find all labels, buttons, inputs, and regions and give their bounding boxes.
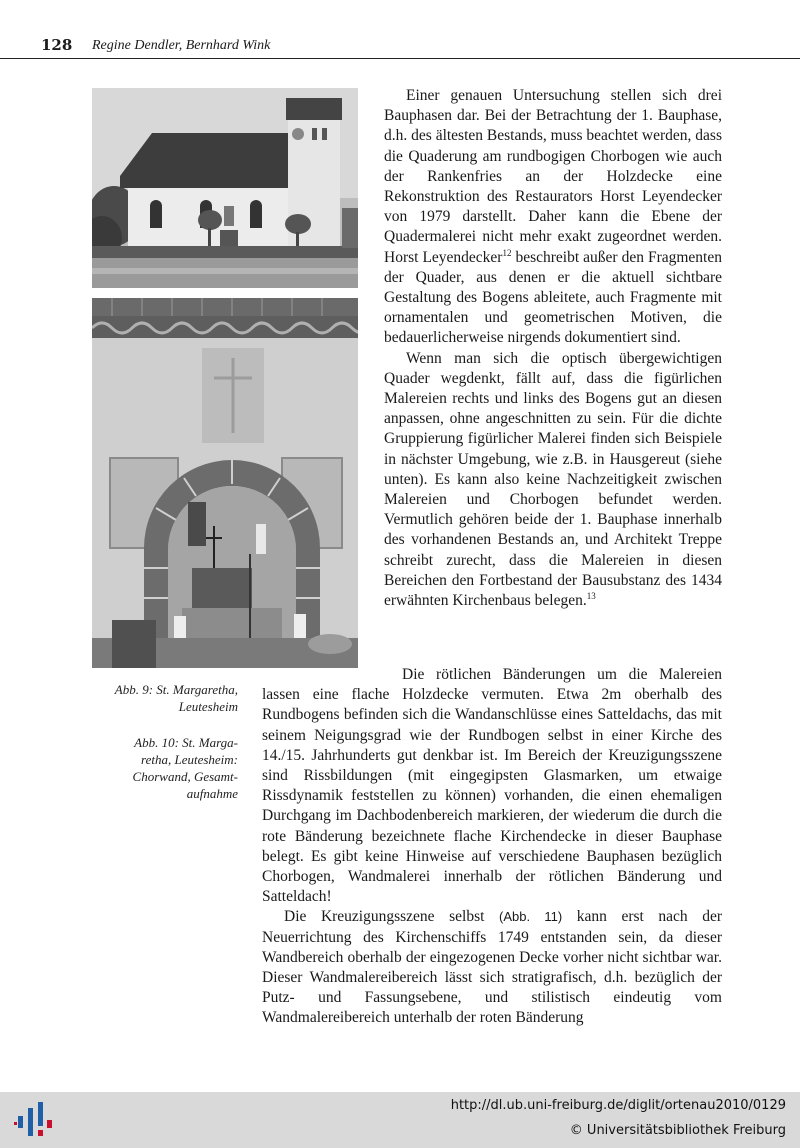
footnote-marker-13: 13 <box>586 590 596 601</box>
figure-10-choir-wall-photo <box>92 298 358 668</box>
ub-freiburg-logo-icon <box>14 1100 54 1140</box>
figure-10-caption <box>60 734 238 802</box>
caption-line: Chorwand, Gesamt- <box>132 769 238 784</box>
caption-line: Abb. 9: St. Margaretha, <box>114 682 238 697</box>
figure-9-church-exterior-photo <box>92 88 358 288</box>
caption-line: Leutesheim <box>178 699 238 714</box>
body-column-right <box>384 86 722 611</box>
header-rule <box>0 58 800 59</box>
caption-line: retha, Leutesheim: <box>141 752 238 767</box>
caption-line: aufnahme <box>186 786 238 801</box>
source-url[interactable]: http://dl.ub.uni-freiburg.de/diglit/ortenau2010/0129 <box>450 1098 786 1113</box>
footer-bar <box>0 1092 800 1148</box>
page-number: 128 <box>41 36 73 54</box>
caption-line: Abb. 10: St. Marga- <box>134 735 238 750</box>
footnote-marker-12: 12 <box>502 247 512 258</box>
figure-9-caption <box>60 681 238 715</box>
paragraph-1: Einer genauen Untersuchung stellen sich drei Bauphasen dar. Bei der Betrachtung der 1. Bauphase, d.h. des ältesten Bestands, muss beachtet werden, dass die Quaderung am rundbogigen Chorbogen wie auch der Rankenfries an der Holzdecke eine Rekonstruktion des Restaurators Horst Leyendecker von 1979 darstellt. Daher kann die Ebene der Quadermalerei nicht mehr exakt zugeordnet werden. Horst Leyendecker$^{12}$ beschreibt außer den Fragmenten der Quader, aus denen er die aktuell sichtbare Gestaltung des Bogens ableitete, auch Fragmente mit ornamentalen und geometrischen Motiven, die bedauerlicherweise nirgends dokumentiert sind. <box>384 87 722 347</box>
page-header <box>0 36 800 58</box>
paragraph-3: Die rötlichen Bänderungen um die Malereien lassen eine flache Holzdecke vermuten. Etwa 2m oberhalb des Rundbogens befinden sich die Wandanschlüsse eines Satteldachs, das mit seinem Neigungsgrad wie der Rundbogen selbst in einer Kirche des 14./15. Jahrhunderts gut denkbar ist. Im Bereich der Kreuzigungsszene sind Rissbildungen (mit eingegipsten Glasmarken, um etwaige Rissdynamik feststellen zu können) vorhanden, die einen ehemaligen Durchgang im Dachbodenbereich markieren, der wiederum die durch die rote Bänderung bezeichnete flache Kirchendecke in dieser Bauphase belegt. Es gibt keine Hinweise auf verschiedene Bauphasen bezüglich Chorbogen, Wandmalerei innerhalb der rötlichen Bänderung und Satteldach! <box>262 666 722 906</box>
running-head-authors: Regine Dendler, Bernhard Wink <box>92 38 271 53</box>
paragraph-4: Die Kreuzigungsszene selbst (Abb. 11) kann erst nach der Neuerrichtung des Kirchenschiffs 1749 entstanden sein, da dieser Wandbereich oberhalb der eingezogenen Decke vorher nicht sichtbar war. Dieser Wandmalereibereich lässt sich stratigrafisch, d.h. bezüglich der Putz- und Fassungsebene, und stilistisch eindeutig vom Wandmalereibereich unterhalb der roten Bänderung <box>262 908 723 1027</box>
figure-11-reference: (Abb. 11) <box>499 909 563 925</box>
paragraph-2: Wenn man sich die optisch übergewichtigen Quader wegdenkt, fällt auf, dass die figürlichen Malereien rechts und links des Bogens gut an diesen anpassen, ohne angeschnitten zu sein. Für die dichte Gruppierung figürlicher Malerei finden sich Beispiele in nächster Umgebung, wie z.B. in Hausgereut (siehe unten). Es kann also keine Nachzeitigkeit zwischen Malereien und Chorbogen befundet werden. Vermutlich gehören beide der 1. Bauphase innerhalb des vorhandenen Bestands an, und Architekt Treppe schreibt zurecht, dass die Malereien in diesen Bereichen den Fortbestand der Bausubstanz des 1434 erwähnten Kirchenbaus belegen.$^{13}$ <box>384 349 722 610</box>
copyright-notice: © Universitätsbibliothek Freiburg <box>569 1123 786 1138</box>
body-column-wide <box>262 665 722 1029</box>
